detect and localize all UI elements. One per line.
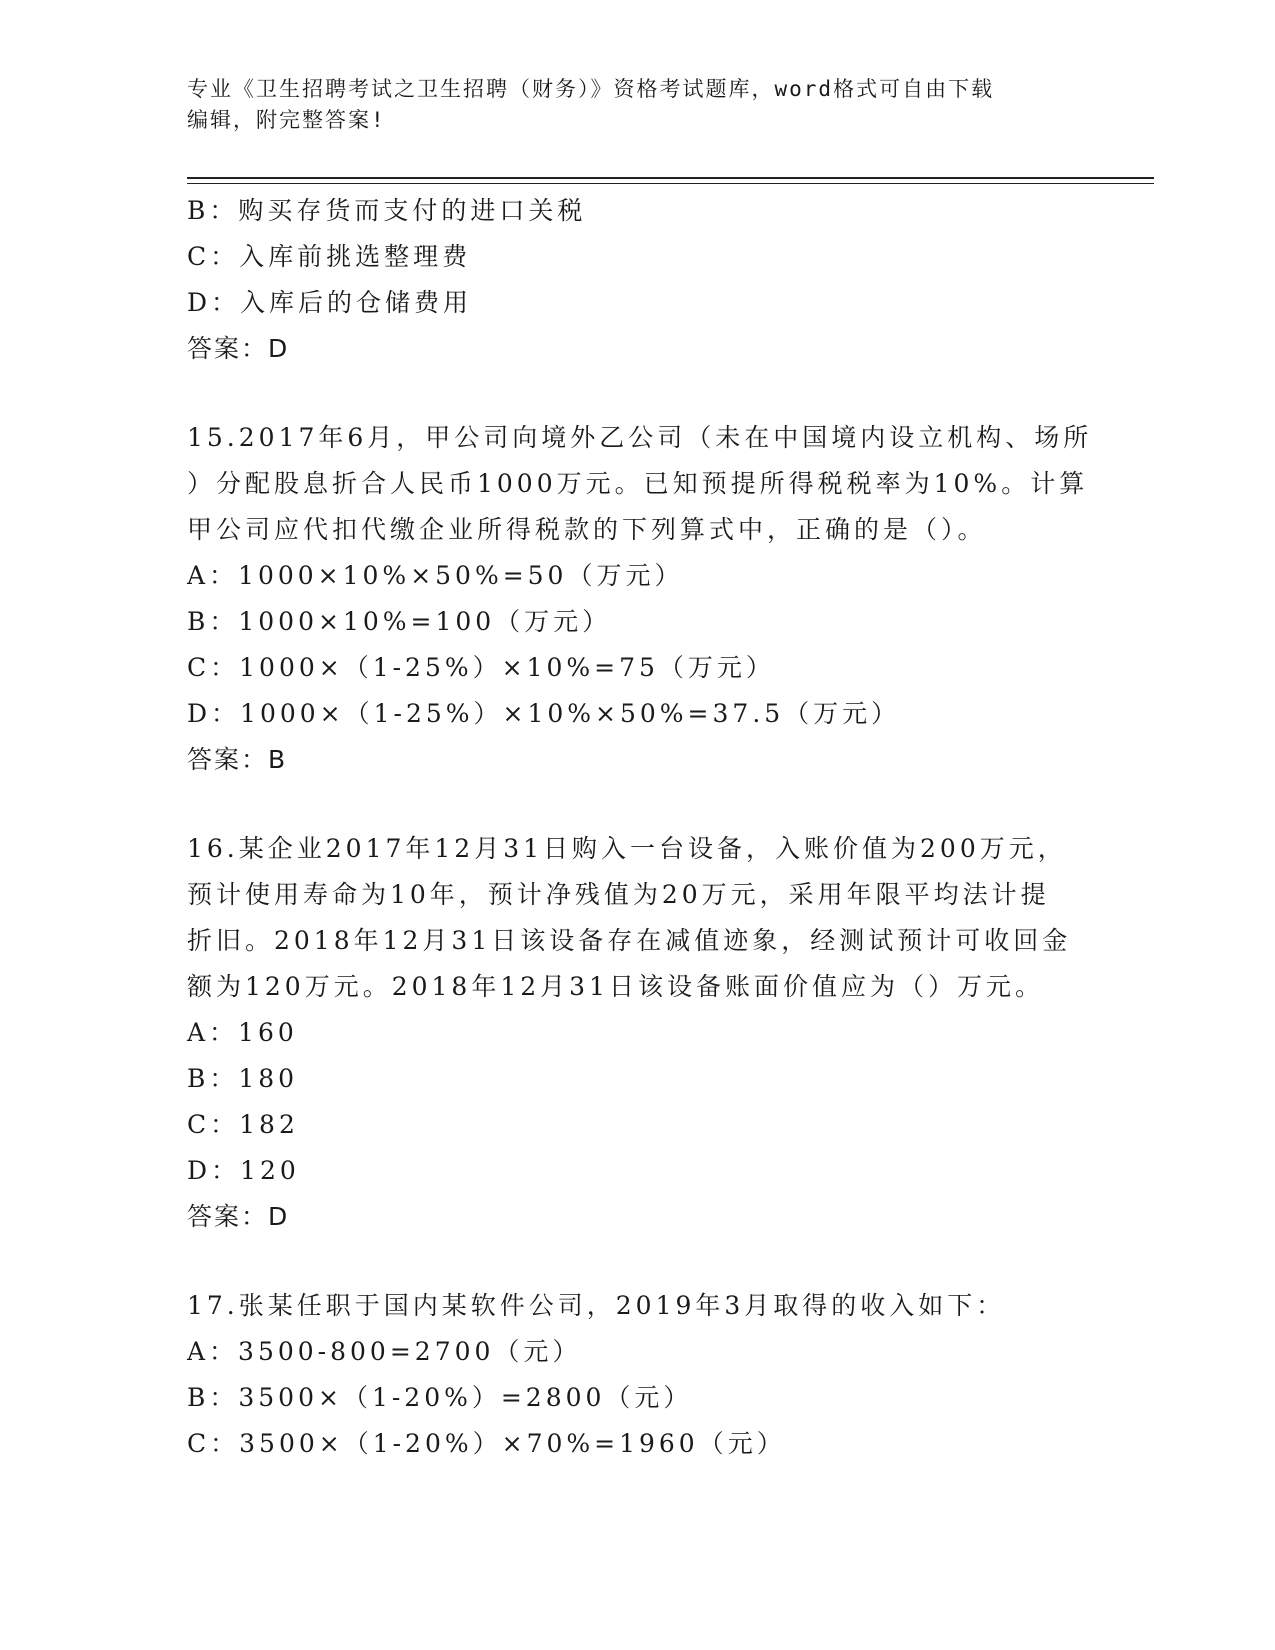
question-16 (187, 826, 1087, 1240)
answer-line: 答案：D (187, 1202, 290, 1231)
option-b: B：3500×（1-20%）=2800（元） (187, 1383, 693, 1412)
header-divider-thin (187, 183, 1154, 184)
question-stem-line: 16.某企业2017年12月31日购入一台设备，入账价值为200万元， (187, 834, 1067, 863)
option-b: B：180 (187, 1064, 299, 1093)
question-17 (187, 1283, 1087, 1467)
question-stem-line: 17.张某任职于国内某软件公司，2019年3月取得的收入如下： (187, 1291, 1006, 1320)
question-stem-line: 预计使用寿命为10年，预计净残值为20万元，采用年限平均法计提 (187, 880, 1050, 909)
option-d: D：120 (187, 1156, 300, 1185)
option-c: C：入库前挑选整理费 (187, 242, 472, 271)
question-stem-line: 额为120万元。2018年12月31日该设备账面价值应为（）万元。 (187, 972, 1044, 1001)
question-14-tail (187, 188, 1087, 372)
option-b: B：购买存货而支付的进口关税 (187, 196, 587, 225)
question-stem-line: ）分配股息折合人民币1000万元。已知预提所得税税率为10%。计算 (187, 469, 1089, 498)
option-c: C：3500×（1-20%）×70%=1960（元） (187, 1429, 786, 1458)
option-c: C：182 (187, 1110, 299, 1139)
spacer (187, 1240, 1087, 1283)
option-c: C：1000×（1-25%）×10%=75（万元） (187, 653, 775, 682)
answer-line: 答案：B (187, 745, 288, 774)
question-list (187, 188, 1093, 1467)
question-stem-line: 甲公司应代扣代缴企业所得税款的下列算式中，正确的是（）。 (187, 515, 987, 544)
spacer (187, 783, 1087, 826)
option-d: D：1000×（1-25%）×10%×50%=37.5（万元） (187, 699, 901, 728)
option-a: A：160 (187, 1018, 298, 1047)
question-stem-line: 折旧。2018年12月31日该设备存在减值迹象，经测试预计可收回金 (187, 926, 1072, 955)
header-line-2: 编辑，附完整答案! (187, 108, 386, 132)
answer-line: 答案：D (187, 334, 290, 363)
spacer (187, 372, 1087, 415)
header-divider-thick (187, 177, 1154, 179)
option-b: B：1000×10%=100（万元） (187, 607, 612, 636)
question-stem-line: 15.2017年6月，甲公司向境外乙公司（未在中国境内设立机构、场所 (187, 423, 1093, 452)
document-header (187, 74, 1067, 136)
option-a: A：3500-800=2700（元） (187, 1337, 582, 1366)
header-line-1: 专业《卫生招聘考试之卫生招聘（财务）》资格考试题库，word格式可自由下载 (187, 77, 995, 101)
question-15 (187, 415, 1093, 783)
option-a: A：1000×10%×50%=50（万元） (187, 561, 684, 590)
option-d: D：入库后的仓储费用 (187, 288, 473, 317)
